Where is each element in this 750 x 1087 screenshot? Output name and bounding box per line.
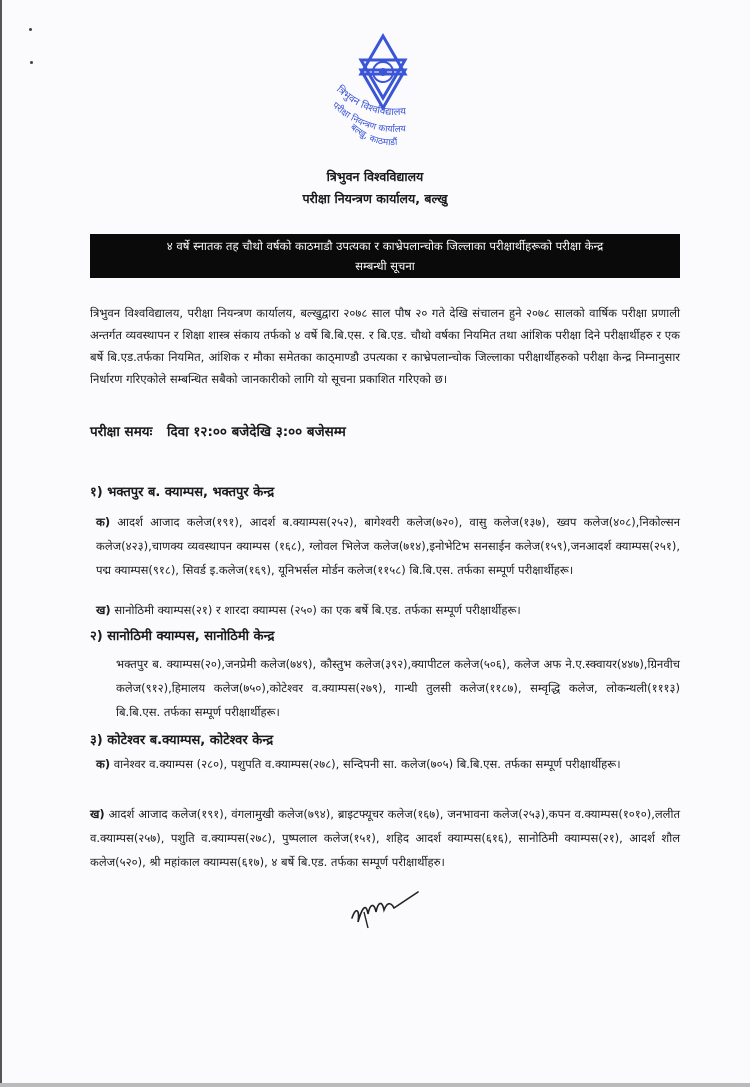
- item-text: आदर्श आजाद कलेज(१९१), वंगलामुखी कलेज(७९४), ब्राइटफ्यूचर कलेज(१६७), जनभावना कलेज(२५३),कपन व.क्याम्पस(१०१०),ललीत व.क्याम्पस(२५७), पशुति व.क्याम्पस(२७८), पुष्पलाल कलेज(१५१), शहिद आदर्श क्याम्पस(६१६), सानोठिमी क्याम्पस(२१), आदर्श शौल कलेज(५२०), श्री महांकाल क्याम्पस(६१७), ४ बर्षे बि.एड. तर्फका सम्पूर्ण परीक्षार्थीहरु।: [90, 807, 681, 869]
- list-item: [96, 752, 680, 776]
- office-name: परीक्षा नियन्त्रण कार्यालय, बल्खु: [302, 191, 448, 206]
- seal-text-2: परीक्षा नियन्त्रण कार्यालय: [330, 100, 407, 136]
- list-item: [96, 598, 680, 622]
- item-marker: ख): [96, 603, 111, 617]
- notice-title-banner: [90, 234, 680, 278]
- seal-center-dot: [379, 68, 387, 76]
- item-marker: क): [96, 757, 111, 771]
- item-marker: ख): [90, 807, 105, 821]
- page-edge: [0, 0, 2, 1087]
- exam-time-value: दिवा १२:०० बजेदेखि ३:०० बजेसम्म: [167, 424, 346, 440]
- university-name: त्रिभुवन विश्वविद्यालय: [326, 169, 424, 184]
- item-text: वानेश्वर व.क्याम्पस (२८०), पशुपति व.क्याम्पस(२७८), सन्दिपनी सा. कलेज(७०५) बि.बि.एस. तर्फका सम्पूर्ण परीक्षार्थीहरू।: [113, 757, 621, 771]
- exam-time-label: परीक्षा समयः: [90, 424, 153, 440]
- punch-hole-mark: [29, 28, 32, 31]
- list-item: [116, 652, 680, 724]
- exam-time: [90, 422, 346, 440]
- seal-text-1: त्रिभुवन विश्वविद्यालय: [334, 84, 407, 119]
- list-item: [96, 510, 680, 582]
- banner-line-1: ४ वर्षे स्नातक तह चौथो वर्षको काठमाडौ उपत्यका र काभ्रेपलान्चोक जिल्लाका परीक्षार्थीहरूको परीक्षा केन्द्र: [166, 239, 604, 253]
- section-title: २) सानोठिमी क्याम्पस, सानोठिमी केन्द्र: [90, 629, 275, 644]
- item-text: भक्तपुर ब. क्याम्पस(२०),जनप्रेमी कलेज(७४९), कौस्तुभ कलेज(३९२),क्यापीटल कलेज(५०६), कलेज अफ ने.ए.स्क्वायर(४४७),ग्रिनवीच कलेज(९१२),हिमालय कलेज(७५०),कोटेश्वर व.क्याम्पस(२७९), गान्धी तुलसी कलेज(११८७), सम्वृद्धि कलेज, लोकन्थली(१११३) बि.बि.एस. तर्फका सम्पूर्ण परीक्षार्थीहरू।: [116, 657, 680, 719]
- item-text: सानोठिमी क्याम्पस(२१) र शारदा क्याम्पस (२५०) का एक बर्षे बि.एड. तर्फका सम्पूर्ण परीक्षार्थीहरू।: [114, 603, 521, 617]
- intro-paragraph: त्रिभुवन विश्वविद्यालय, परीक्षा नियन्त्रण कार्यालय, बल्खुद्वारा २०७८ साल पौष २० गते देखि संचालन हुने २०७८ सालको वार्षिक परीक्षा प्रणाली अन्तर्गत व्यवस्थापन र शिक्षा शास्त्र संकाय तर्फको ४ वर्षे बि.बि.एस. र बि.एड. चौथो वर्षका नियमित तथा आंशिक परीक्षा दिने परीक्षार्थीहरु र एक बर्षे बि.एड.तर्फका नियमित, आंशिक र मौका समेतका काठ्माण्डौ उपत्यका र काभ्रेपलान्चोक जिल्लाका परीक्षार्थीहरुको परीक्षा केन्द्र निम्नानुसार निर्धारण गरिएकोले सम्बन्धित सबैको जानकारीको लागि यो सूचना प्रकाशित गरिएको छ।: [90, 306, 680, 386]
- section-title: ३) कोटेश्वर ब.क्याम्पस, कोटेश्वर केन्द्र: [90, 733, 274, 748]
- university-seal-logo: [318, 28, 448, 168]
- item-text: आदर्श आजाद कलेज(१९१), आदर्श ब.क्याम्पस(२५२), बागेश्वरी कलेज(७२०), वासु कलेज(१३७), ख्वप कलेज(४०८),निकोल्सन कलेज(४२३),चाणक्य व्यवस्थापन क्याम्पस (१६८), ग्लोवल भिलेज कलेज(७१४),इनोभेटिभ सनसाईन कलेज(१५९),जनआदर्श क्याम्पस(२५१), पद्म क्याम्पस(९१८), सिवर्ड इ.कलेज(१६९), यूनिभर्सल मोर्डन कलेज(११५८) बि.बि.एस. तर्फका सम्पूर्ण परीक्षार्थीहरू।: [96, 515, 680, 577]
- list-item: [90, 802, 680, 874]
- punch-hole-mark: [30, 61, 33, 64]
- seal-text-3: बल्खु, काठमाडौं: [348, 122, 398, 149]
- item-marker: क): [96, 515, 111, 529]
- section-title: १) भक्तपुर ब. क्याम्पस, भक्तपुर केन्द्र: [90, 485, 275, 500]
- banner-line-2: सम्बन्धी सूचना: [355, 259, 415, 273]
- signature: [348, 888, 420, 930]
- page-edge: [0, 1083, 750, 1087]
